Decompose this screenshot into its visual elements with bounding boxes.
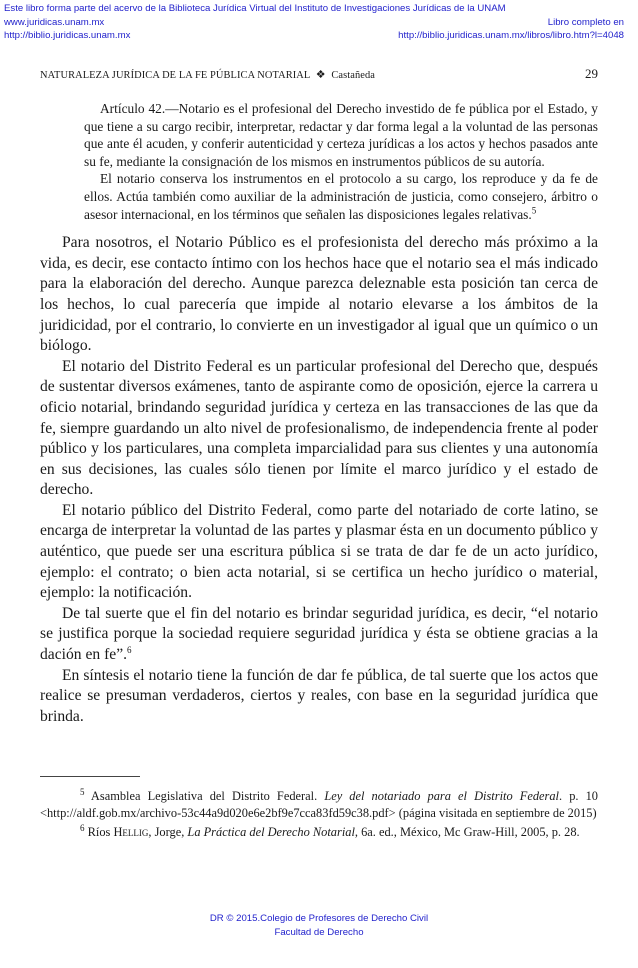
footnote-ref[interactable]: 5 bbox=[531, 205, 537, 216]
footnote-title: Ley del notariado para el Distrito Federal bbox=[324, 789, 559, 803]
running-head bbox=[40, 68, 375, 81]
body-paragraph bbox=[40, 604, 598, 666]
author-surname: Hellig bbox=[113, 825, 149, 839]
complete-book-label: Libro completo en bbox=[547, 17, 624, 28]
body-paragraph: El notario del Distrito Federal es un particular profesional del Derecho que, después de sustentar diversos exámenes, tanto de aspirante como de oposición, ejerce la carrera u oficio notarial, brindando seguridad jurídica y certeza en las transacciones de las que da fe, siempre guardando un alto nivel de profesionalismo, de independencia frente al poder público y los particulares, una completa imparcialidad para sus clientes y una autonomía en sus decisiones, las cuales sólo tienen por límite el marco jurídico y el estado de derecho. bbox=[40, 357, 598, 499]
footnote-title: La Práctica del Derecho Notarial bbox=[187, 825, 355, 839]
quote-paragraph bbox=[84, 170, 598, 223]
body-paragraph: Para nosotros, el Notario Público es el profesionista del derecho más próximo a la vida, es decir, ese contacto íntimo con los hechos hace que el notario sea el más indicado para la elaboración del derecho. Aunque parezca deleznable esta posición tan cerca de los hechos, lo cual parecería que impide al notario elevarse a los ámbitos de la juridicidad, por el contrario, lo convierte en un investigador al igual que un químico o un biólogo. bbox=[40, 234, 598, 355]
biblio-link[interactable]: http://biblio.juridicas.unam.mx bbox=[4, 30, 131, 41]
block-quote bbox=[84, 100, 598, 223]
faculty-line: Facultad de Derecho bbox=[274, 927, 364, 938]
copyright-line: DR © 2015.Colegio de Profesores de Derecho Civil bbox=[209, 913, 429, 924]
body-paragraph: En síntesis el notario tiene la función de dar fe pública, de tal suerte que los actos que realice se presuman verdaderos, ciertos y reales, con base en la seguridad jurídica que brinda. bbox=[40, 666, 598, 725]
footnote bbox=[40, 824, 598, 841]
page-header bbox=[40, 66, 598, 82]
footnote-text: , 6a. ed., México, Mc Graw-Hill, 2005, p. 28. bbox=[354, 825, 580, 839]
footnote-ref[interactable]: 6 bbox=[127, 644, 132, 655]
footnote-rule bbox=[40, 776, 140, 777]
source-banner bbox=[0, 0, 638, 48]
page-body bbox=[40, 100, 598, 727]
quote-text: El notario conserva los instrumentos en el protocolo a su cargo, los reproduce y da fe de ellos. Actúa también como auxiliar de la administración de justicia, como consejero, árbitro o asesor internacional, en los términos que señalen las disposiciones legales relativas. bbox=[84, 171, 598, 222]
running-title: NATURALEZA JURÍDICA DE LA FE PÚBLICA NOTARIAL bbox=[40, 70, 310, 81]
body-text: De tal suerte que el fin del notario es brindar seguridad jurídica, es decir, “el notario se justifica porque la sociedad requiere seguridad jurídica y ésta se obtiene gracias a la dación en fe”. bbox=[40, 604, 598, 664]
copyright-footer bbox=[0, 912, 638, 940]
footnote-text: Asamblea Legislativa del Distrito Federal. bbox=[90, 789, 318, 803]
footnote-text: . p. 10 <http://aldf.gob.mx/archivo-53c44a9d020e6e2bf9e7cca83fd59c38.pdf> (página visitada en septiembre de 2015) bbox=[40, 789, 598, 820]
footnote-number: 5 bbox=[80, 786, 85, 797]
footnotes bbox=[40, 788, 598, 843]
footnote-text: Ríos bbox=[87, 825, 111, 839]
running-author: Castañeda bbox=[331, 70, 375, 81]
body-paragraph: El notario público del Distrito Federal, como parte del notariado de corte latino, se encarga de interpretar la voluntad de las partes y plasmar ésta en un documento público y auténtico, que puede ser una escritura pública si se trata de dar fe de un acto jurídico, ejemplo: el contrato; o bien acta notarial, si se certifica un hecho jurídico o material, ejemplo: la notificación. bbox=[40, 501, 598, 602]
footnote-text: , Jorge, bbox=[148, 825, 185, 839]
diamond-ornament-icon: ❖ bbox=[315, 69, 326, 81]
page-number: 29 bbox=[585, 66, 598, 81]
site-link[interactable]: www.juridicas.unam.mx bbox=[4, 17, 105, 28]
main-text bbox=[40, 233, 598, 727]
quote-paragraph: Artículo 42.—Notario es el profesional del Derecho investido de fe pública por el Estado, y que tiene a su cargo recibir, interpretar, redactar y dar forma legal a la voluntad de las personas que ante él acuden, y conferir autenticidad y certeza jurídicas a los actos y hechos pasados ante su fe, mediante la consignación de los mismos en instrumentos públicos de su autoría. bbox=[84, 101, 598, 169]
footnote-number: 6 bbox=[80, 822, 85, 833]
banner-line: Este libro forma parte del acervo de la Biblioteca Jurídica Virtual del Instituto de Investigaciones Jurídicas de la UNAM bbox=[4, 3, 506, 14]
complete-book-link[interactable]: http://biblio.juridicas.unam.mx/libros/libro.htm?l=4048 bbox=[398, 30, 624, 41]
footnote bbox=[40, 788, 598, 822]
